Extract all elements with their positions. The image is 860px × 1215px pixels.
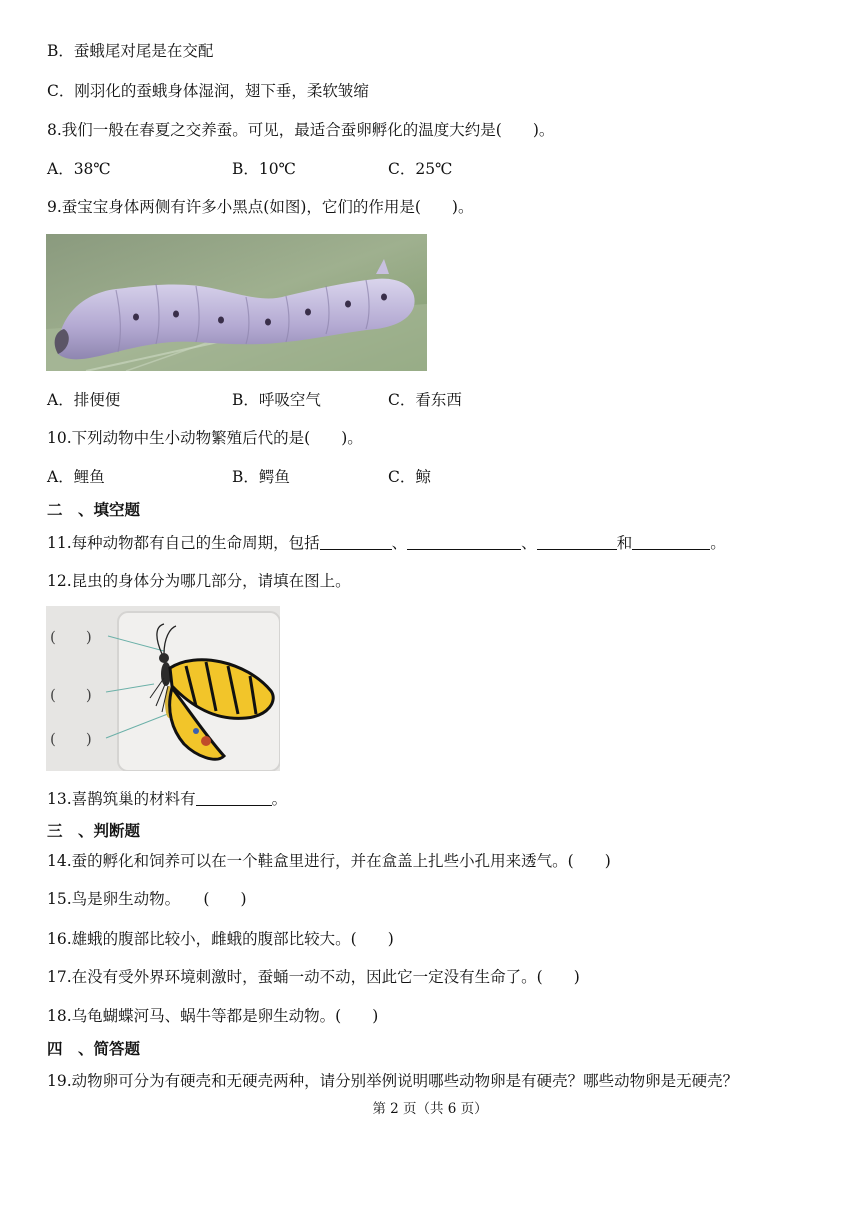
period: 。 [271, 790, 288, 808]
question-9-option-b: B．呼吸空气 [232, 391, 321, 409]
question-17: 17.在没有受外界环境刺激时，蚕蛹一动不动，因此它一定没有生命了。( ) [47, 968, 580, 986]
question-8-option-c: C．25℃ [388, 160, 453, 178]
page-footer: 第 2 页（共 6 页） [372, 1101, 488, 1117]
question-8-option-b: B．10℃ [232, 160, 296, 178]
question-10: 10.下列动物中生小动物繁殖后代的是( )。 [47, 429, 363, 447]
question-14: 14.蚕的孵化和饲养可以在一个鞋盒里进行，并在盒盖上扎些小孔用来透气。( ) [47, 852, 611, 870]
question-8-option-a: A．38℃ [47, 160, 111, 178]
question-15: 15.鸟是卵生动物。 ( ) [47, 890, 247, 908]
answer-blank[interactable] [196, 790, 272, 806]
question-9-option-c: C．看东西 [388, 391, 462, 409]
answer-blank-3[interactable] [537, 534, 617, 550]
option-8c-prev: C．刚羽化的蚕蛾身体湿润，翅下垂，柔软皱缩 [47, 82, 369, 100]
butterfly-label-abdomen[interactable]: ( ) [50, 730, 92, 748]
question-11 [47, 533, 726, 553]
question-9-option-a: A．排便便 [47, 391, 121, 409]
conjunction: 和 [616, 534, 633, 552]
question-13 [47, 789, 287, 809]
section-2-heading: 二 、填空题 [47, 501, 141, 519]
question-10-option-a: A．鲤鱼 [47, 468, 105, 486]
answer-blank-1[interactable] [320, 534, 392, 550]
question-11-text: 11.每种动物都有自己的生命周期，包括 [47, 534, 320, 552]
silkworm-photo [46, 234, 427, 371]
question-18: 18.乌龟蝴蝶河马、蜗牛等都是卵生动物。( ) [47, 1007, 379, 1025]
answer-blank-4[interactable] [632, 534, 710, 550]
period: 。 [710, 534, 726, 552]
butterfly-photo [46, 606, 280, 771]
question-13-text: 13.喜鹊筑巢的材料有 [47, 790, 196, 808]
question-10-option-b: B．鳄鱼 [232, 468, 290, 486]
option-8b-prev: B．蚕蛾尾对尾是在交配 [47, 42, 214, 60]
separator: 、 [391, 534, 408, 552]
answer-blank-2[interactable] [407, 534, 521, 550]
question-8: 8.我们一般在春夏之交养蚕。可见，最适合蚕卵孵化的温度大约是( )。 [47, 121, 555, 139]
butterfly-label-head[interactable]: ( ) [50, 628, 92, 646]
separator: 、 [521, 534, 537, 552]
butterfly-label-thorax[interactable]: ( ) [50, 686, 92, 704]
question-12: 12.昆虫的身体分为哪几部分，请填在图上。 [47, 572, 351, 590]
section-3-heading: 三 、判断题 [47, 822, 141, 840]
question-19: 19.动物卵可分为有硬壳和无硬壳两种，请分别举例说明哪些动物卵是有硬壳？哪些动物卵是无硬壳？ [47, 1072, 739, 1090]
silkworm-illustration [46, 234, 427, 371]
question-9: 9.蚕宝宝身体两侧有许多小黑点(如图)，它们的作用是( )。 [47, 198, 474, 216]
section-4-heading: 四 、简答题 [47, 1040, 141, 1058]
question-10-option-c: C．鲸 [388, 468, 431, 486]
question-16: 16.雄蛾的腹部比较小，雌蛾的腹部比较大。( ) [47, 930, 394, 948]
